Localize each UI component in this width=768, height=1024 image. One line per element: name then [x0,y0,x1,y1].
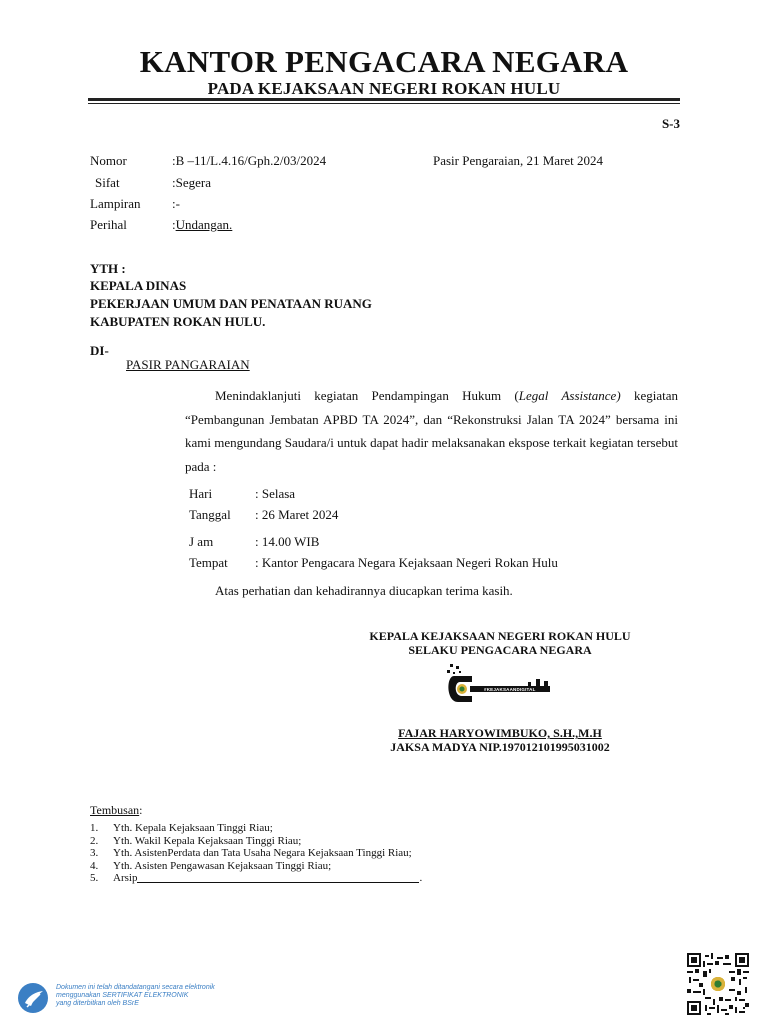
digital-signature-stamp [440,662,560,707]
tembusan-text: Yth. Wakil Kepala Kejaksaan Tinggi Riau; [113,834,302,847]
bsre-logo-icon [16,981,50,1020]
tembusan-item [90,822,422,835]
perihal-field [172,217,232,233]
tembusan-num: 2. [90,834,99,847]
tembusan-text: Yth. Asisten Pengawasan Kejaksaan Tinggi Riau; [113,859,332,872]
signatory-rank: JAKSA MADYA NIP.197012101995031002 [390,740,610,754]
lampiran-label: Lampiran [90,196,141,211]
schedule-label-tanggal: Tanggal [189,507,231,522]
schedule-label-tempat: Tempat [189,555,228,570]
signature-office1: KEPALA KEJAKSAAN NEGERI ROKAN HULU [369,629,631,643]
tembusan-colon: : [139,803,143,817]
arsip-label: Arsip [113,872,138,884]
perihal-value: Undangan. [175,217,233,232]
perihal-label: Perihal [90,217,127,232]
tembusan-item [90,847,422,860]
tembusan-text: Yth. Kepala Kejaksaan Tinggi Riau; [113,822,273,834]
tembusan-item [90,835,422,848]
recipient-line2: PEKERJAAN UMUM DAN PENATAAN RUANG [90,296,372,311]
closing-text: Atas perhatian dan kehadirannya diucapkan terima kasih. [215,583,513,598]
tembusan-text: Yth. AsistenPerdata dan Tata Usaha Negara Kejaksaan Tinggi Riau; [113,847,412,859]
header-rule-thin [88,103,680,104]
perihal-colon: : [172,217,176,232]
lampiran-value: :- [172,196,180,211]
sifat-value: :Segera [172,175,211,190]
office-subtitle: PADA KEJAKSAAN NEGERI ROKAN HULU [207,79,561,98]
schedule-value-hari: : Selasa [255,486,296,501]
esign-line3: yang diterbitkan oleh BSrE [56,1000,139,1007]
nomor-label: Nomor [90,153,127,168]
esign-line1: Dokumen ini telah ditandatangani secara elektronik [56,984,215,991]
tembusan-num: 1. [90,822,99,834]
place-date: Pasir Pengaraian, 21 Maret 2024 [433,153,604,168]
esign-notice [56,984,215,1008]
recipient-line1: KEPALA DINAS [90,278,187,293]
recipient-di: DI- [90,343,109,358]
schedule-value-tanggal: : 26 Maret 2024 [255,507,339,522]
kejaksaan-key-icon [440,662,560,707]
arsip-end: . [419,872,423,884]
recipient-line3: KABUPATEN ROKAN HULU. [90,314,266,329]
qr-code-icon [687,953,749,1015]
schedule-value-tempat: : Kantor Pengacara Negara Kejaksaan Negeri Rokan Hulu [255,555,558,570]
nomor-value: :B –11/L.4.16/Gph.2/03/2024 [172,153,327,168]
tembusan-label: Tembusan [90,803,140,817]
tembusan-arsip [90,872,422,885]
arsip-underline [137,872,419,883]
esign-line2: menggunakan SERTIFIKAT ELEKTRONIK [56,992,189,999]
schedule-value-jam: : 14.00 WIB [255,534,320,549]
tembusan-title [90,803,143,818]
signatory-name: FAJAR HARYOWIMBUKO, S.H.,M.H [398,726,602,740]
document-code: S-3 [661,116,680,131]
office-title: KANTOR PENGACARA NEGARA [139,44,629,79]
body-paragraph [185,384,678,478]
header-rule-thick [88,98,680,101]
schedule-label-jam: J am [189,534,214,549]
body-text-italic: Legal Assistance) [518,388,621,403]
recipient-yth: YTH : [90,261,126,276]
tembusan-item [90,860,422,873]
tembusan-num: 4. [90,859,99,872]
tembusan-num: 3. [90,847,99,859]
body-text-b: kegiatan “Pembangunan Jembatan APBD TA 2024”, dan “Rekonstruksi Jalan TA 2024” bersama ini kami mengundang Saudara/i untuk dapat hadir melaksanakan ekspose terkait kegiatan tersebut pada : [185,388,678,474]
stamp-hashtag: #KEJAKSAANDIGITAL [484,687,536,692]
sifat-label: Sifat [95,175,120,190]
arsip-num: 5. [90,872,99,884]
signature-office2: SELAKU PENGACARA NEGARA [408,643,592,657]
schedule-label-hari: Hari [189,486,213,501]
body-text-a: Menindaklanjuti kegiatan Pendampingan Hukum ( [215,388,519,403]
recipient-city: PASIR PANGARAIAN [126,357,250,372]
tembusan-list [90,822,422,885]
